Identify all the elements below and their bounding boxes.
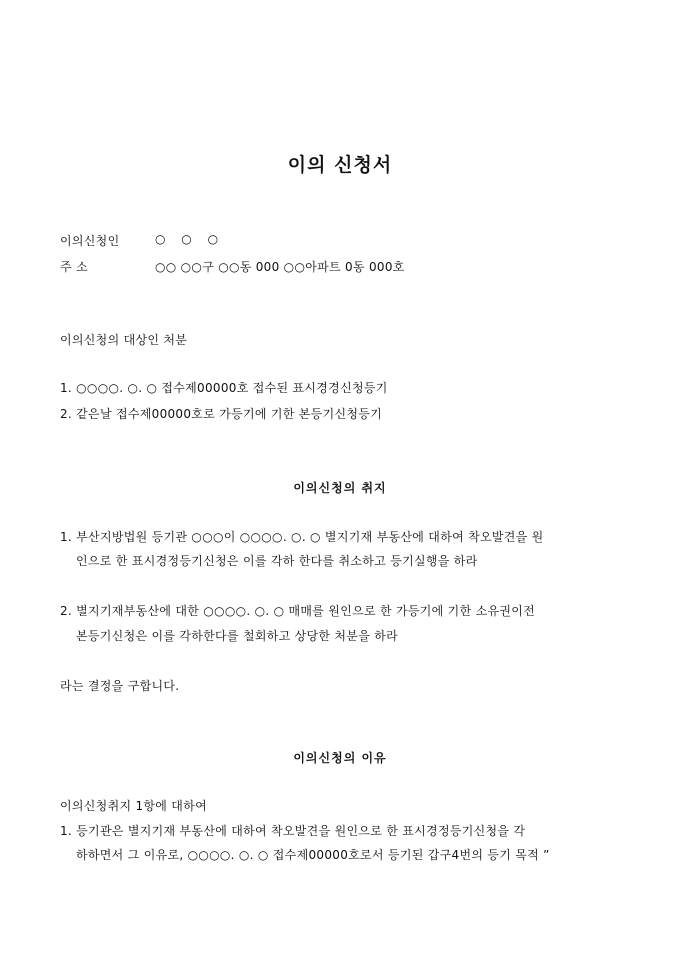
reason-heading: 이의신청의 이유 <box>293 751 387 765</box>
applicant-name-value: ○ ○ ○ <box>155 232 225 246</box>
purpose-heading: 이의신청의 취지 <box>293 481 387 495</box>
purpose-item-1-line-1: 1. 부산지방법원 등기관 ○○○이 ○○○○. ○. ○ 별지기재 부동산에 대하여 착오발견을 원 <box>60 530 544 544</box>
applicant-address-label: 주 소 <box>60 260 88 274</box>
reason-item-1-line-2: 하하면서 그 이유로, ○○○○. ○. ○ 접수제00000호로서 등기된 갑구4번의 등기 목적 ” <box>76 848 550 862</box>
purpose-item-1-line-2: 인으로 한 표시경정등기신청은 이를 각하 한다를 취소하고 등기실행을 하라 <box>76 554 478 568</box>
disposition-item: 2. 같은날 접수제00000호로 가등기에 기한 본등기신청등기 <box>60 407 383 421</box>
applicant-address-value: ○○ ○○구 ○○동 000 ○○아파트 0동 000호 <box>155 260 405 274</box>
purpose-item-2-line-2: 본등기신청은 이를 각하한다를 철회하고 상당한 처분을 하라 <box>76 629 398 643</box>
disposition-heading: 이의신청의 대상인 처분 <box>60 333 188 347</box>
purpose-closing: 라는 결정을 구합니다. <box>60 679 180 693</box>
reason-intro: 이의신청취지 1항에 대하여 <box>60 799 207 813</box>
purpose-item-2-line-1: 2. 별지기재부동산에 대한 ○○○○. ○. ○ 매매를 원인으로 한 가등기에 기한 소유권이전 <box>60 604 536 618</box>
document-title: 이의 신청서 <box>287 154 393 176</box>
disposition-item: 1. ○○○○. ○. ○ 접수제00000호 접수된 표시경경신청등기 <box>60 381 388 395</box>
applicant-name-label: 이의신청인 <box>60 234 120 248</box>
reason-item-1-line-1: 1. 등기관은 별지기재 부동산에 대하여 착오발견을 원인으로 한 표시경정등기신청을 각 <box>60 824 526 838</box>
